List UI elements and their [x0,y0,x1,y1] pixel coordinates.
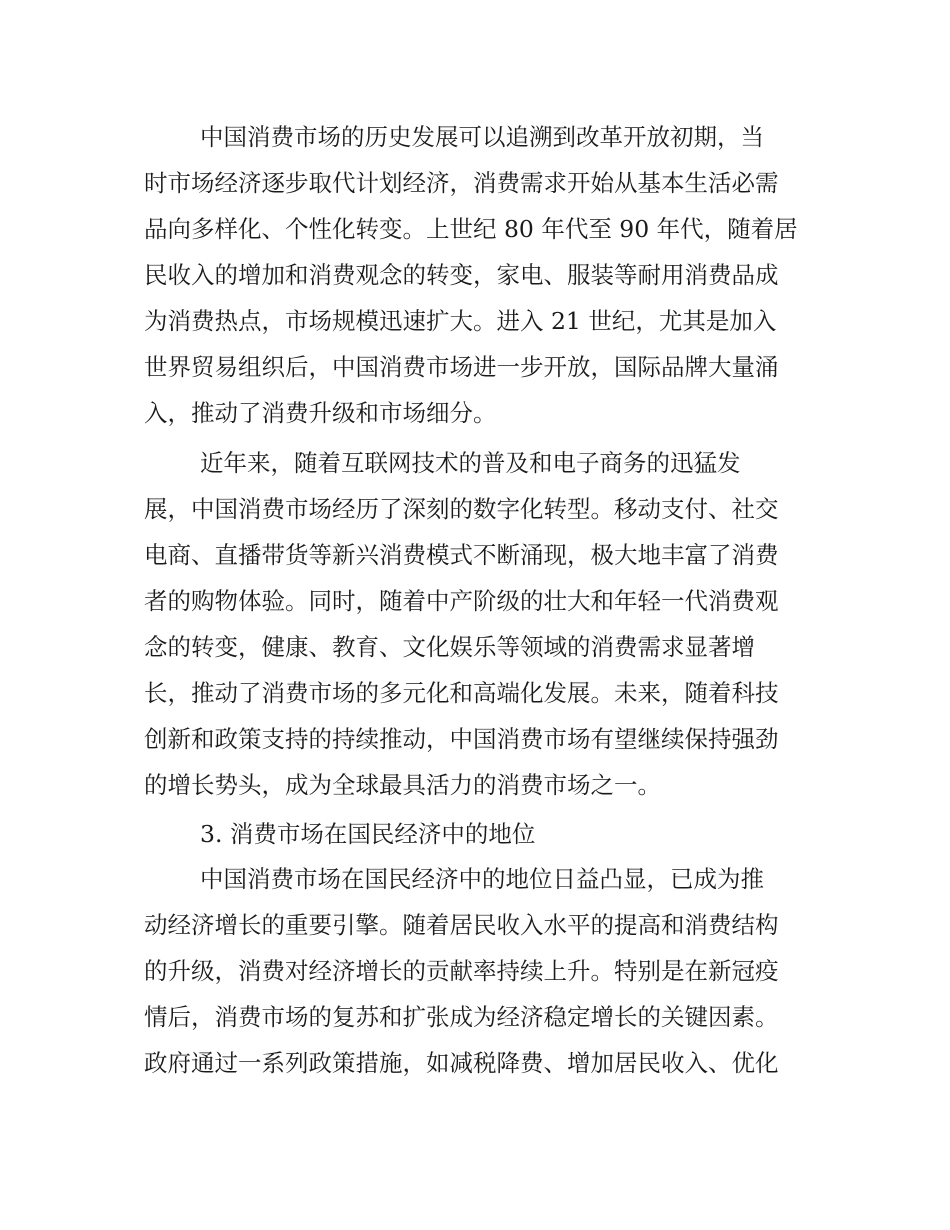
paragraph-2-line-3: 电商、直播带货等新兴消费模式不断涌现，极大地丰富了消费 [144,541,779,569]
paragraph-1-line-1: 中国消费市场的历史发展可以追溯到改革开放初期，当 [200,123,764,151]
paragraph-2-line-2: 展，中国消费市场经历了深刻的数字化转型。移动支付、社交 [144,495,779,523]
paragraph-1-line-5: 为消费热点，市场规模迅速扩大。进入 21 世纪，尤其是加入 [144,307,777,335]
paragraph-2-line-4: 者的购物体验。同时，随着中产阶级的壮大和年轻一代消费观 [144,587,779,615]
paragraph-1-line-3: 品向多样化、个性化转变。上世纪 80 年代至 90 年代，随着居 [144,215,798,243]
paragraph-2-line-7: 创新和政策支持的持续推动，中国消费市场有望继续保持强劲 [144,725,779,753]
paragraph-3-line-4: 情后，消费市场的复苏和扩张成为经济稳定增长的关键因素。 [144,1003,779,1031]
paragraph-3-line-3: 的升级，消费对经济增长的贡献率持续上升。特别是在新冠疫 [144,957,779,985]
paragraph-3-line-5: 政府通过一系列政策措施，如减税降费、增加居民收入、优化 [144,1049,779,1077]
paragraph-2-line-1: 近年来，随着互联网技术的普及和电子商务的迅猛发 [200,449,741,477]
paragraph-2-line-5: 念的转变，健康、教育、文化娱乐等领域的消费需求显著增 [144,633,755,661]
paragraph-1-line-4: 民收入的增加和消费观念的转变，家电、服装等耐用消费品成 [144,261,779,289]
paragraph-1-line-6: 世界贸易组织后，中国消费市场进一步开放，国际品牌大量涌 [144,353,779,381]
paragraph-1-line-7: 入，推动了消费升级和市场细分。 [144,399,497,427]
paragraph-2-line-6: 长，推动了消费市场的多元化和高端化发展。未来，随着科技 [144,679,779,707]
paragraph-3-line-2: 动经济增长的重要引擎。随着居民收入水平的提高和消费结构 [144,911,779,939]
paragraph-2-line-8: 的增长势头，成为全球最具活力的消费市场之一。 [144,771,661,799]
paragraph-3-line-1: 中国消费市场在国民经济中的地位日益凸显，已成为推 [200,865,764,893]
section-heading: 3. 消费市场在国民经济中的地位 [200,820,536,848]
paragraph-1-line-2: 时市场经济逐步取代计划经济，消费需求开始从基本生活必需 [144,169,779,197]
